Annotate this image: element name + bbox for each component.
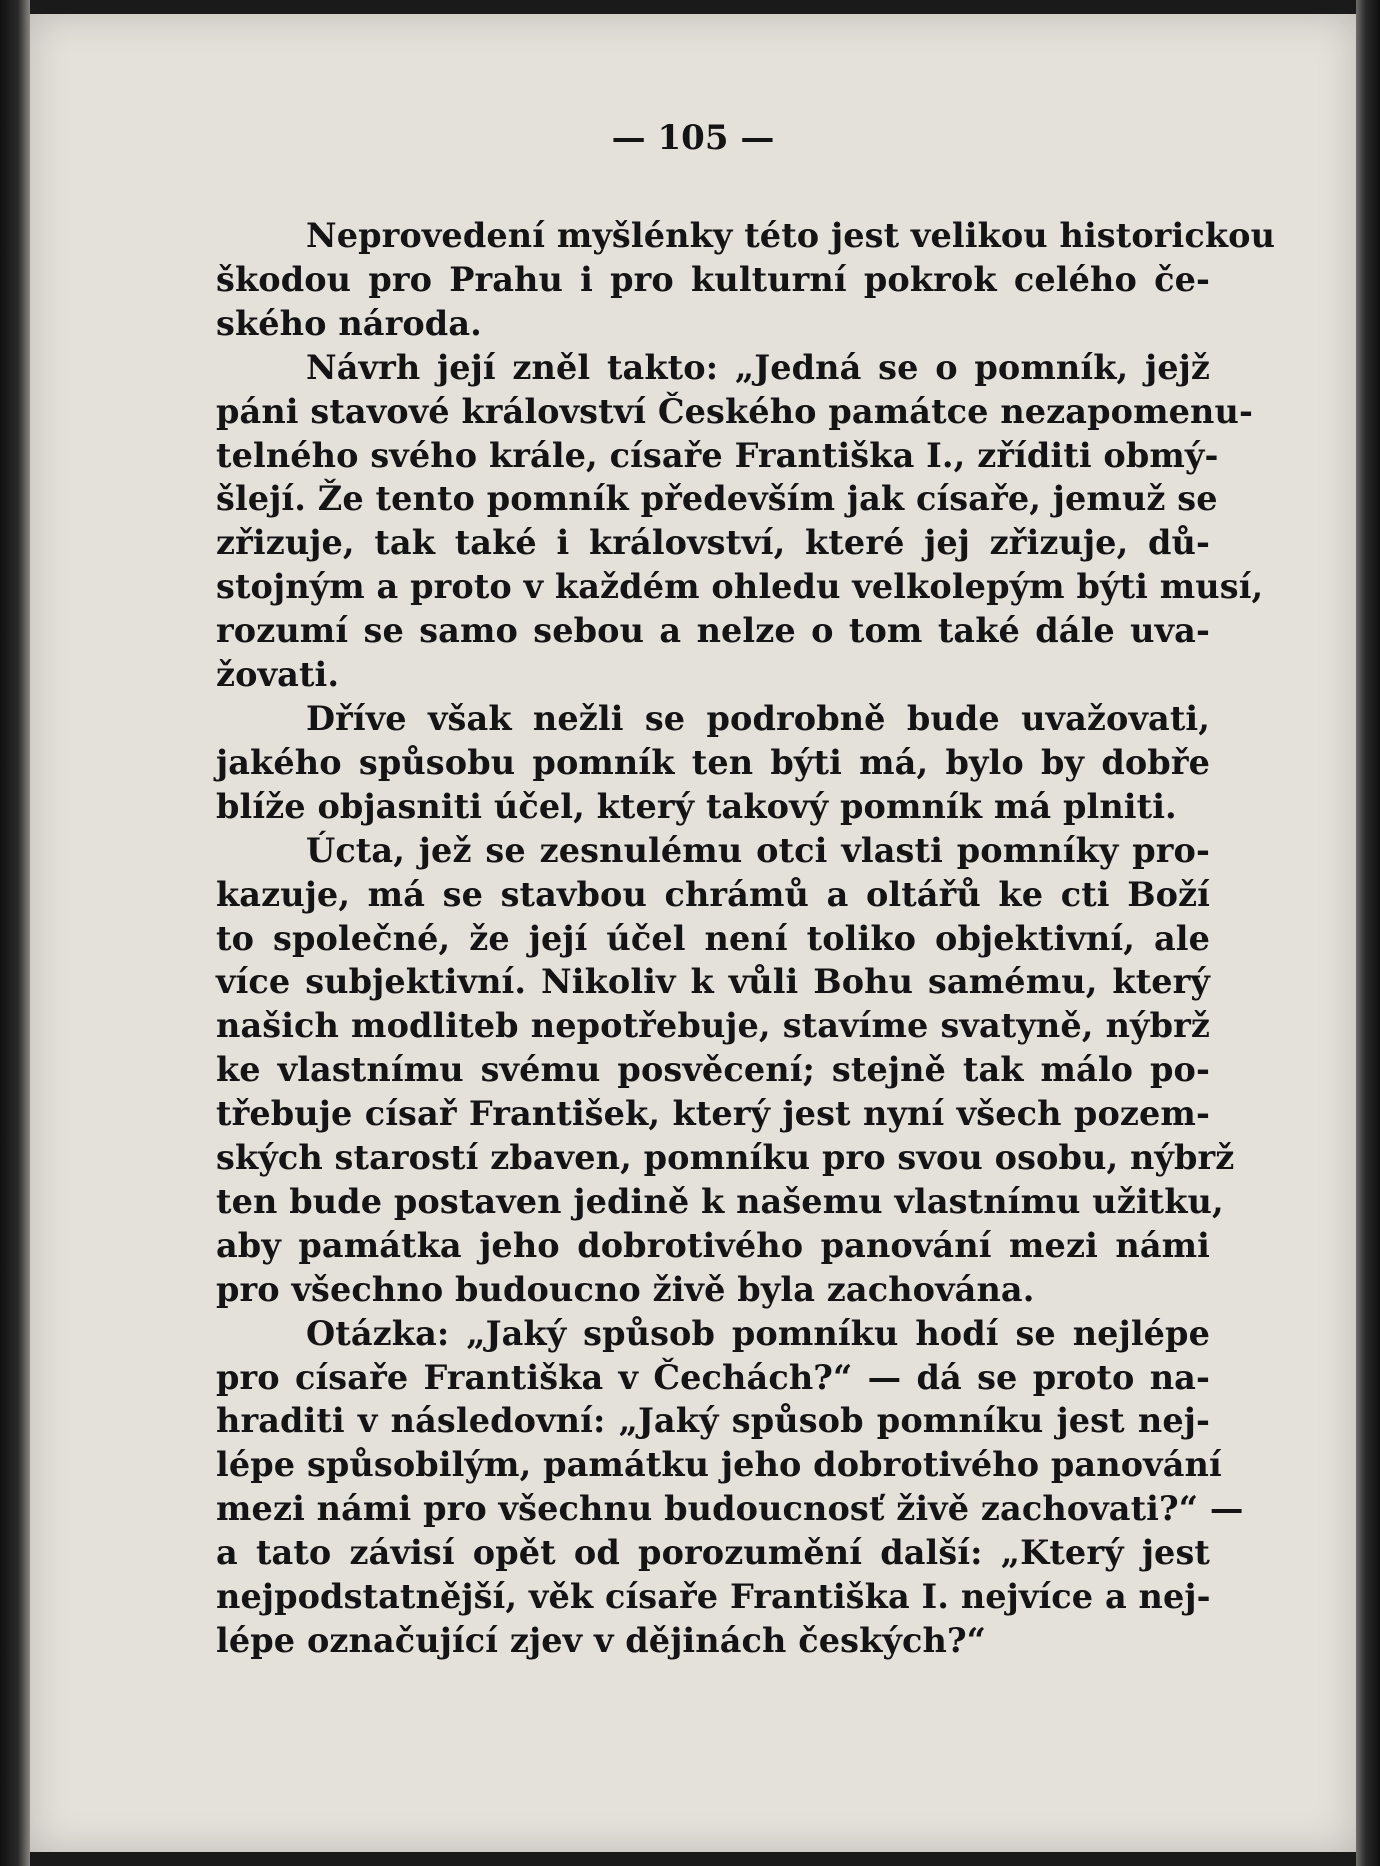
text-line: páni stavové království Českého památce nezapomenu-: [216, 391, 1253, 431]
text-line: blíže objasniti účel, který takový pomník má plniti.: [216, 786, 1177, 826]
page-text: [216, 214, 1276, 1663]
page-number: — 105 —: [611, 118, 775, 158]
text-line: lépe spůsobilým, památku jeho dobrotivého panování: [216, 1445, 1222, 1485]
text-line: Návrh její zněl takto: „Jedná se o pomník, jejž: [306, 347, 1210, 387]
text-line: jakého spůsobu pomník ten býti má, bylo by dobře: [216, 742, 1210, 782]
text-line: nejpodstatnější, věk císaře Františka I. nejvíce a nej-: [216, 1577, 1211, 1617]
text-line: Dříve však nežli se podrobně bude uvažovati,: [306, 698, 1210, 738]
text-line: více subjektivní. Nikoliv k vůli Bohu samému, který: [216, 962, 1210, 1002]
text-line: a tato závisí opět od porozumění další: „Který jest: [216, 1533, 1210, 1573]
text-line: škodou pro Prahu i pro kulturní pokrok celého če-: [216, 259, 1210, 299]
text-line: stojným a proto v každém ohledu velkolepým býti musí,: [216, 567, 1264, 607]
text-line: to společné, že její účel není toliko objektivní, ale: [216, 918, 1210, 958]
page-edge-shadow: [1356, 0, 1380, 1866]
text-line: kazuje, má se stavbou chrámů a oltářů ke cti Boží: [216, 874, 1210, 914]
text-line: mezi námi pro všechnu budoucnosť živě zachovati?“ —: [216, 1489, 1244, 1529]
text-line: pro všechno budoucno živě byla zachována.: [216, 1269, 1035, 1309]
book-spine-shadow: [0, 0, 30, 1866]
text-line: třebuje císař František, který jest nyní všech pozem-: [216, 1094, 1210, 1134]
text-line: žovati.: [216, 655, 340, 695]
text-line: Neprovedení myšlénky této jest velikou historickou: [306, 216, 1276, 255]
text-line: hraditi v následovní: „Jaký spůsob pomníku jest nej-: [216, 1401, 1210, 1441]
text-line: rozumí se samo sebou a nelze o tom také dále uva-: [216, 611, 1210, 651]
text-line: aby památka jeho dobrotivého panování mezi námi: [216, 1225, 1210, 1265]
text-line: našich modliteb nepotřebuje, stavíme svatyně, nýbrž: [216, 1006, 1210, 1046]
text-line: Úcta, jež se zesnulému otci vlasti pomníky pro-: [306, 830, 1210, 870]
text-line: ského národa.: [216, 303, 482, 343]
text-line: ských starostí zbaven, pomníku pro svou osobu, nýbrž: [216, 1138, 1235, 1178]
text-line: pro císaře Františka v Čechách?“ — dá se proto na-: [216, 1357, 1210, 1397]
text-line: ke vlastnímu svému posvěcení; stejně tak málo po-: [216, 1050, 1210, 1090]
text-line: ten bude postaven jedině k našemu vlastnímu užitku,: [216, 1181, 1224, 1221]
text-line: Otázka: „Jaký spůsob pomníku hodí se nejlépe: [306, 1313, 1210, 1353]
text-line: lépe označující zjev v dějinách českých?“: [216, 1621, 987, 1660]
text-line: telného svého krále, císaře Františka I., zříditi obmý-: [216, 435, 1219, 475]
text-line: šlejí. Že tento pomník především jak císaře, jemuž se: [216, 479, 1218, 519]
text-line: zřizuje, tak také i království, které jej zřizuje, dů-: [216, 523, 1210, 563]
book-page: [30, 14, 1356, 1852]
